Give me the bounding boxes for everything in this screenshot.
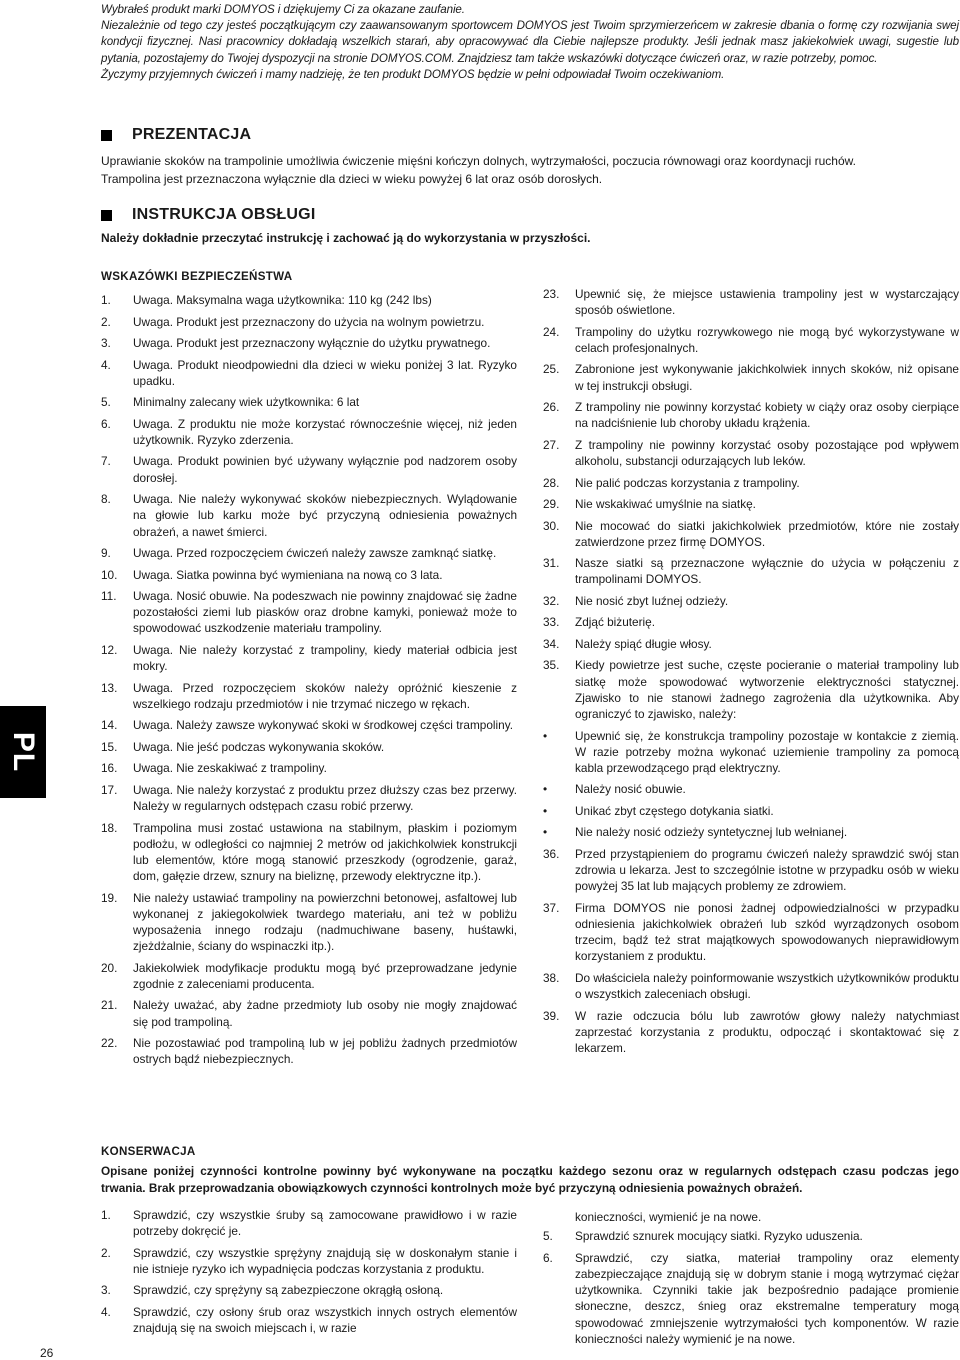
list-item-text: Nie pozostawiać pod trampoliną lub w jej pobliżu żadnych przedmiotów ostrych bądź niebezpiecznych.	[133, 1036, 517, 1067]
list-item-text: Sprawdzić, czy sprężyny są zabezpieczone okrągłą osłoną.	[133, 1283, 444, 1298]
maintenance-item-continuation: konieczności, wymienić je na nowe.	[575, 1210, 762, 1224]
list-item-text: Trampolina musi zostać ustawiona na stabilnym, płaskim i poziomym podłożu, w odległości co najmniej 2 metrów od jakichkolwiek konstrukcji lub elementów, które mogą stanowić przeszkody (ogrodzenie, garaż, dom, gałęzie drzew, sznury na bieliznę, przewody elektryczne itp.).	[133, 820, 517, 884]
list-item-text: Uwaga. Siatka powinna być wymieniana na nową co 3 lata.	[133, 567, 443, 582]
list-item-text: Uwaga. Nie należy korzystać z trampoliny, kiedy materiał odbicia jest mokry.	[133, 642, 517, 674]
list-item-text: Nie wskakiwać umyślnie na siatkę.	[575, 497, 756, 512]
list-item	[101, 820, 517, 885]
list-item	[543, 1250, 959, 1347]
section-title-instrukcja	[101, 206, 315, 224]
list-item-number: 4.	[101, 1304, 111, 1319]
list-item-text: Kiedy powietrze jest suche, częste pocieranie o materiał trampoliny lub siatkę może spowodować wytworzenie elektryczności statycznej. Zjawisko to nie stanowi żadnego zagrożenia dla użytkownika. Aby ograniczyć to zjawisko, należy:	[575, 658, 959, 722]
list-item-number: 31.	[543, 556, 560, 571]
list-item-text: Zabronione jest wykonywanie jakichkolwiek innych skoków, niż opisane w tej instrukcji obsługi.	[575, 362, 959, 393]
bullet-item	[543, 803, 959, 819]
list-item-number: 9.	[101, 546, 111, 561]
list-item	[543, 496, 959, 512]
bullet-dot-icon: •	[543, 728, 548, 743]
wskazowki-title: WSKAZÓWKI BEZPIECZEŃSTWA	[101, 270, 293, 283]
list-item-text: Uwaga. Nosić obuwie. Na podeszwach nie powinny znajdować się żadne pozostałości ziemi lub piasków oraz drobne kamyki, ponieważ może to spowodować uszkodzenie materiału trampoliny.	[133, 589, 517, 636]
instrukcja-subtitle: Należy dokładnie przeczytać instrukcję i zachować ją do wykorzystania w przyszłości.	[101, 231, 591, 245]
list-item-text: Uwaga. Produkt jest przeznaczony do użycia na wolnym powietrzu.	[133, 314, 485, 329]
list-item-text: W razie odczucia bólu lub zawrotów głowy należy natychmiast zaprzestać korzystania z produktu, odpocząć i skontaktować się z lekarzem.	[575, 1008, 959, 1056]
list-item-text: Nie nosić zbyt luźnej odzieży.	[575, 593, 729, 608]
list-item-number: 2.	[101, 314, 111, 329]
list-item-number: 32.	[543, 593, 560, 608]
list-item-number: 20.	[101, 960, 118, 975]
list-item-text: Upewnić się, że miejsce ustawienia trampoliny jest w wystarczający sposób oświetlone.	[575, 287, 959, 318]
list-item-number: 33.	[543, 615, 560, 630]
list-item-text: Uwaga. Nie jeść podczas wykonywania skoków.	[133, 739, 385, 754]
list-item-text: Nasze siatki są przeznaczone wyłącznie do użycia w połączeniu z trampolinami DOMYOS.	[575, 556, 959, 587]
list-item-text: Uwaga. Należy zawsze wykonywać skoki w środkowej części trampoliny.	[133, 718, 514, 733]
list-item-text: Nie należy ustawiać trampoliny na powierzchni betonowej, asfaltowej lub wykonanej z jakiegokolwiek twardego materiału, ani też w pobliżu wyposażenia innego rodzaju (nadmuchiwane baseny, huśtawki, zjeżdżalnie, ściany do wspinaczki itp.).	[133, 890, 517, 954]
list-item-text: Minimalny zalecany wiek użytkownika: 6 lat	[133, 395, 360, 410]
bullet-item	[543, 728, 959, 777]
language-tab-label: PL	[7, 731, 40, 773]
list-item	[101, 680, 517, 712]
list-item-text: Z trampoliny nie powinny korzystać kobiety w ciąży oraz osoby cierpiące na nadciśnienie lub choroby układu krążenia.	[575, 400, 959, 431]
list-item-number: 5.	[543, 1229, 553, 1244]
konserwacja-title: KONSERWACJA	[101, 1145, 196, 1158]
list-item	[101, 890, 517, 955]
prezentacja-title: PREZENTACJA	[132, 126, 252, 143]
list-item-number: 36.	[543, 846, 560, 861]
list-item	[543, 846, 959, 895]
page-number: 26	[40, 1346, 54, 1360]
intro	[101, 2, 959, 83]
list-item-text: Uwaga. Produkt powinien być używany wyłącznie pod nadzorem osoby dorosłej.	[133, 454, 517, 485]
list-item	[543, 475, 959, 491]
list-item-number: 7.	[101, 454, 111, 469]
prezentacja-line: Trampolina jest przeznaczona wyłącznie dla dzieci w wieku powyżej 6 lat oraz osób dorosłych.	[101, 172, 603, 186]
intro-greeting: Wybrałeś produkt marki DOMYOS i dziękujemy Ci za okazane zaufanie.	[101, 3, 465, 16]
list-item	[101, 416, 517, 448]
list-item	[101, 453, 517, 485]
instrukcja-title: INSTRUKCJA OBSŁUGI	[132, 206, 316, 223]
list-item	[543, 555, 959, 587]
list-item	[101, 782, 517, 814]
list-item-number: 29.	[543, 497, 560, 512]
list-item	[101, 567, 517, 583]
list-item-number: 21.	[101, 998, 118, 1013]
list-item-text: Sprawdzić, czy wszystkie sprężyny znajdują się w doskonałym stanie i nie istnieje ryzyko ich wypadnięcia podczas korzystania z produktu.	[133, 1245, 517, 1276]
prezentacja-text	[101, 152, 959, 188]
list-item	[543, 970, 959, 1002]
list-item-text: Uwaga. Produkt nieodpowiedni dla dzieci w wieku poniżej 3 lat. Ryzyko upadku.	[133, 357, 517, 388]
square-bullet-icon	[101, 210, 112, 221]
list-item	[101, 1035, 517, 1067]
intro-wishes: Życzymy przyjemnych ćwiczeń i mamy nadzieję, że ten produkt DOMYOS będzie w pełni odpowiadał Twoim oczekiwaniom.	[101, 67, 725, 81]
bullet-item-text: Upewnić się, że konstrukcja trampoliny pozostaje w kontakcie z ziemią. W razie potrzeby można wykonać uziemienie trampoliny za pomocą kabla przewodzącego prąd elektryczny.	[575, 728, 959, 775]
list-item	[101, 292, 517, 308]
intro-paragraph: Niezależnie od tego czy jesteś początkującym czy zaawansowanym sportowcem DOMYOS jest Twoim sprzymierzeńcem w zakresie dbania o formę czy rozwijania swej kondycji fizycznej. Nasi pracownicy dokładają wszelkich starań, aby opracowywać dla Ciebie najlepsze produkty. Jeśli jednak masz jakiekolwiek uwagi, sugestie lub pytania, pozostajemy do Twojej dyspozycji na stronie DOMYOS.COM. Znajdziesz tam także wskazówki dotyczące ćwiczeń oraz, w razie potrzeby, pomoc.	[101, 19, 959, 65]
list-item-number: 15.	[101, 739, 118, 754]
list-item-number: 19.	[101, 890, 118, 905]
bullet-dot-icon: •	[543, 782, 548, 797]
list-item-text: Sprawdzić sznurek mocujący siatki. Ryzyko uduszenia.	[575, 1229, 863, 1244]
list-item-text: Uwaga. Nie należy wykonywać skoków niebezpiecznych. Wylądowanie na głowie lub karku może być przyczyną odniesienia poważnych obrażeń, a nawet śmierci.	[133, 492, 517, 539]
list-item-number: 27.	[543, 437, 560, 452]
list-item-number: 22.	[101, 1036, 118, 1051]
prezentacja-line: Uprawianie skoków na trampolinie umożliwia ćwiczenie mięśni kończyn dolnych, wytrzymałości, poczucia równowagi oraz koordynacji ruchów.	[101, 154, 856, 168]
list-item-text: Zdjąć biżuterię.	[575, 615, 655, 630]
list-item-text: Uwaga. Maksymalna waga użytkownika: 110 kg (242 lbs)	[133, 293, 432, 307]
list-item	[543, 361, 959, 393]
square-bullet-icon	[101, 130, 112, 141]
static-electricity-bullets	[543, 728, 959, 841]
list-item-number: 2.	[101, 1245, 111, 1260]
list-item-text: Uwaga. Z produktu nie może korzystać równocześnie więcej, niż jeden użytkownik. Ryzyko zderzenia.	[133, 416, 517, 447]
maintenance-list-left	[101, 1207, 517, 1342]
list-item-text: Firma DOMYOS nie ponosi żadnej odpowiedzialności w przypadku odniesienia jakichkolwiek obrażeń lub szkód wyrządzonych osobom trzecim, bądź też strat majątkowych spowodowanych nieprawidłowym korzystaniem z produktu.	[575, 900, 959, 964]
list-item	[101, 1304, 517, 1336]
safety-list-right	[543, 286, 959, 1062]
list-item-text: Sprawdzić, czy osłony śrub oraz wszystkich innych ostrych elementów znajdują się na swoich miejscach i, w razie	[133, 1304, 517, 1336]
document-content	[101, 2, 959, 1346]
konserwacja-lead: Opisane poniżej czynności kontrolne powinny być wykonywane na początku każdego sezonu oraz w regularnych odstępach czasu podczas jego trwania. Brak przeprowadzania obowiązkowych czynności kontrolnych może być przyczyną odniesienia poważnych obrażeń.	[101, 1164, 959, 1195]
list-item	[543, 657, 959, 722]
list-item-number: 35.	[543, 658, 560, 673]
list-item-number: 10.	[101, 567, 118, 582]
list-item-number: 17.	[101, 782, 118, 797]
list-item	[543, 614, 959, 630]
list-item	[101, 394, 517, 410]
list-item-text: Uwaga. Przed rozpoczęciem ćwiczeń należy zawsze zamknąć siatkę.	[133, 546, 497, 561]
maintenance-list-right	[543, 1209, 959, 1352]
list-item-number: 39.	[543, 1008, 560, 1023]
bullet-item-text: Należy nosić obuwie.	[575, 782, 686, 797]
list-item-text: Uwaga. Nie zeskakiwać z trampoliny.	[133, 761, 327, 776]
list-item	[101, 314, 517, 330]
list-item	[101, 491, 517, 540]
list-item-number: 24.	[543, 324, 560, 339]
list-item	[543, 437, 959, 469]
safety-list-left	[101, 292, 517, 1073]
list-item-text: Sprawdzić, czy wszystkie śruby są zamocowane prawidłowo i w razie potrzeby dokręcić je.	[133, 1208, 517, 1239]
bullet-item	[543, 781, 959, 797]
list-item-number: 37.	[543, 900, 560, 915]
section-title-prezentacja	[101, 126, 251, 144]
list-item	[543, 286, 959, 318]
list-item-number: 1.	[101, 1208, 111, 1222]
list-item	[543, 900, 959, 965]
list-item	[101, 739, 517, 755]
list-item-number: 25.	[543, 362, 560, 377]
list-item-number: 13.	[101, 680, 118, 695]
list-item	[101, 357, 517, 389]
list-item	[101, 1207, 517, 1239]
list-item	[543, 593, 959, 609]
list-item-number: 34.	[543, 636, 560, 651]
list-item-text: Należy spiąć długie włosy.	[575, 636, 712, 651]
list-item	[101, 1282, 517, 1298]
list-item-number: 12.	[101, 642, 118, 657]
list-item-text: Uwaga. Produkt jest przeznaczony wyłącznie do użytku prywatnego.	[133, 336, 491, 350]
list-item	[101, 642, 517, 674]
list-item-text: Do właściciela należy poinformowanie wszystkich użytkowników produktu o wszystkich zaleceniach obsługi.	[575, 970, 959, 1002]
list-item-number: 23.	[543, 287, 560, 301]
list-item-number: 3.	[101, 336, 111, 350]
list-item-number: 8.	[101, 492, 111, 507]
list-item	[543, 1228, 959, 1244]
list-item	[543, 399, 959, 431]
list-item-text: Jakiekolwiek modyfikacje produktu mogą być przeprowadzane jedynie zgodnie z zaleceniami producenta.	[133, 960, 517, 991]
list-item-number: 1.	[101, 293, 111, 307]
list-item	[543, 1008, 959, 1057]
list-item	[101, 997, 517, 1029]
list-item	[101, 588, 517, 637]
list-item-text: Sprawdzić, czy siatka, materiał trampoliny oraz elementy zabezpieczające znajdują się w dobrym stanie i mogą wytrzymać ciężar użytkownika. Czynniki takie jak bezpośrednio padające promienie słoneczne, deszcz, śnieg oraz ekstremalne temperatury mogą spowodować zmniejszenie wytrzymałości tych komponentów. W razie konieczności należy wymienić je na nowe.	[575, 1250, 959, 1346]
bullet-dot-icon: •	[543, 803, 548, 818]
list-item-number: 3.	[101, 1283, 111, 1298]
list-item-text: Przed przystąpieniem do programu ćwiczeń należy sprawdzić swój stan zdrowia u lekarza. Jest to szczególnie istotne w przypadku osób w wieku powyżej 35 lat lub mających problemy ze zdrowiem.	[575, 846, 959, 894]
list-item	[101, 335, 517, 351]
list-item-number: 28.	[543, 475, 560, 490]
language-tab	[0, 706, 46, 798]
bullet-dot-icon: •	[543, 825, 548, 840]
list-item-number: 4.	[101, 357, 111, 372]
list-item-number: 6.	[543, 1250, 553, 1265]
list-item-number: 26.	[543, 400, 560, 415]
list-item-number: 5.	[101, 395, 111, 410]
list-item-number: 18.	[101, 820, 118, 835]
list-item-text: Nie mocować do siatki jakichkolwiek przedmiotów, które nie zostały zatwierdzone przez firmę DOMYOS.	[575, 518, 959, 549]
list-item	[101, 717, 517, 733]
list-item	[101, 545, 517, 561]
list-item-number: 30.	[543, 518, 560, 533]
list-item-text: Należy uważać, aby żadne przedmioty lub osoby nie mogły znajdować się pod trampoliną.	[133, 998, 517, 1029]
list-item-number: 11.	[101, 589, 117, 604]
list-item-text: Z trampoliny nie powinny korzystać osoby pozostające pod wpływem alkoholu, substancji odurzających lub leków.	[575, 437, 959, 469]
list-item-number: 14.	[101, 718, 118, 733]
list-item-number: 16.	[101, 761, 118, 776]
list-item-text: Trampoliny do użytku rozrywkowego nie mogą być wykorzystywane w celach profesjonalnych.	[575, 324, 959, 355]
list-item	[101, 960, 517, 992]
list-item-text: Nie palić podczas korzystania z trampoliny.	[575, 475, 800, 490]
bullet-item	[543, 824, 959, 840]
list-item	[101, 1245, 517, 1277]
bullet-item-text: Unikać zbyt częstego dotykania siatki.	[575, 803, 774, 818]
list-item-number: 38.	[543, 970, 560, 985]
list-item-text: Uwaga. Przed rozpoczęciem skoków należy opróżnić kieszenie z wszelkiego rodzaju przedmiotów i nie trzymać niczego w rękach.	[133, 680, 517, 711]
list-item-text: Uwaga. Nie należy korzystać z produktu przez dłuższy czas bez przerwy. Należy w regularnych odstępach czasu robić przerwy.	[133, 782, 517, 814]
list-item	[101, 760, 517, 776]
list-item	[543, 518, 959, 550]
list-item	[543, 324, 959, 356]
bullet-item-text: Nie należy nosić odzieży syntetycznej lub wełnianej.	[575, 825, 848, 840]
list-item	[543, 636, 959, 652]
list-item-number: 6.	[101, 416, 111, 431]
